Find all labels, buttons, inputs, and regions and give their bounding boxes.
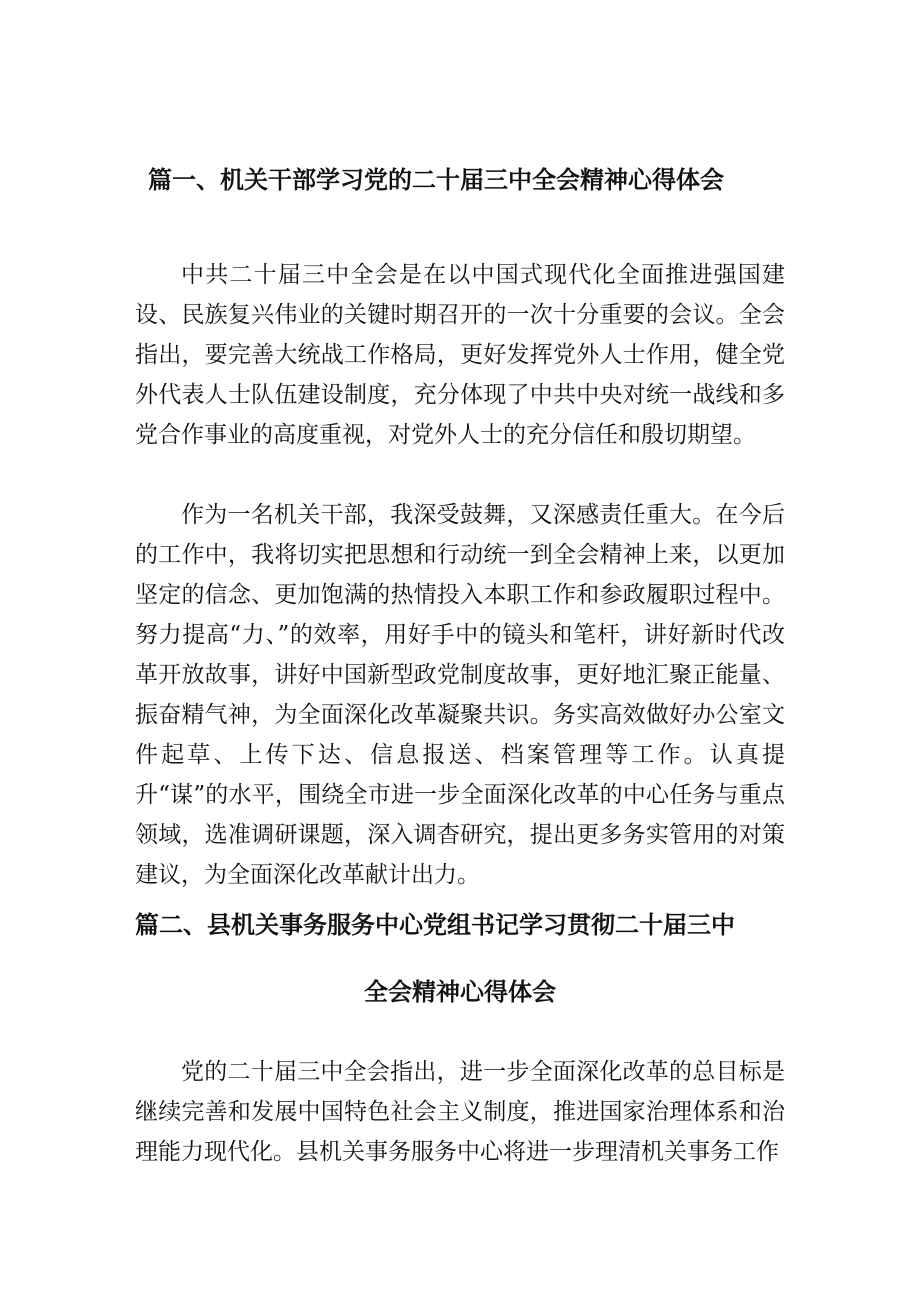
section2-title-line1: 篇二、县机关事务服务中心党组书记学习贯彻二十届三中 <box>135 911 735 939</box>
section1-title: 篇一、机关干部学习党的二十届三中全会精神心得体会 <box>148 166 724 194</box>
section2-title-line2: 全会精神心得体会 <box>364 978 556 1006</box>
section2-paragraph-1: 党的二十届三中全会指出，进一步全面深化改革的总目标是继续完善和发展中国特色社会主义制度，推进国家治理体系和治理能力现代化。县机关事务服务中心将进一步理清机关事务工作 <box>135 1059 785 1165</box>
section1-paragraph-2: 作为一名机关干部，我深受鼓舞，又深感责任重大。在今后的工作中，我将切实把思想和行动统一到全会精神上来，以更加坚定的信念、更加饱满的热情投入本职工作和参政履职过程中。努力提高“力、”的效率，用好手中的镜头和笔杆，讲好新时代改革开放故事，讲好中国新型政党制度故事，更好地汇聚正能量、振奋精气神，为全面深化改革凝聚共识。务实高效做好办公室文件起草、上传下达、信息报送、档案管理等工作。认真提升“谋”的水平，围绕全市进一步全面深化改革的中心任务与重点领域，选准调研课题，深入调杳研究，提出更多务实管用的对策建议，为全面深化改革献计出力。 <box>135 502 785 888</box>
section1-paragraph-1: 中共二十届三中全会是在以中国式现代化全面推进强国建设、民族复兴伟业的关键时期召开的一次十分重要的会议。全会指出，要完善大统战工作格局，更好发挥党外人士作用，健全党外代表人士队伍建设制度，充分体现了中共中央对统一战线和多党合作事业的高度重视，对党外人士的充分信任和殷切期望。 <box>135 262 785 448</box>
